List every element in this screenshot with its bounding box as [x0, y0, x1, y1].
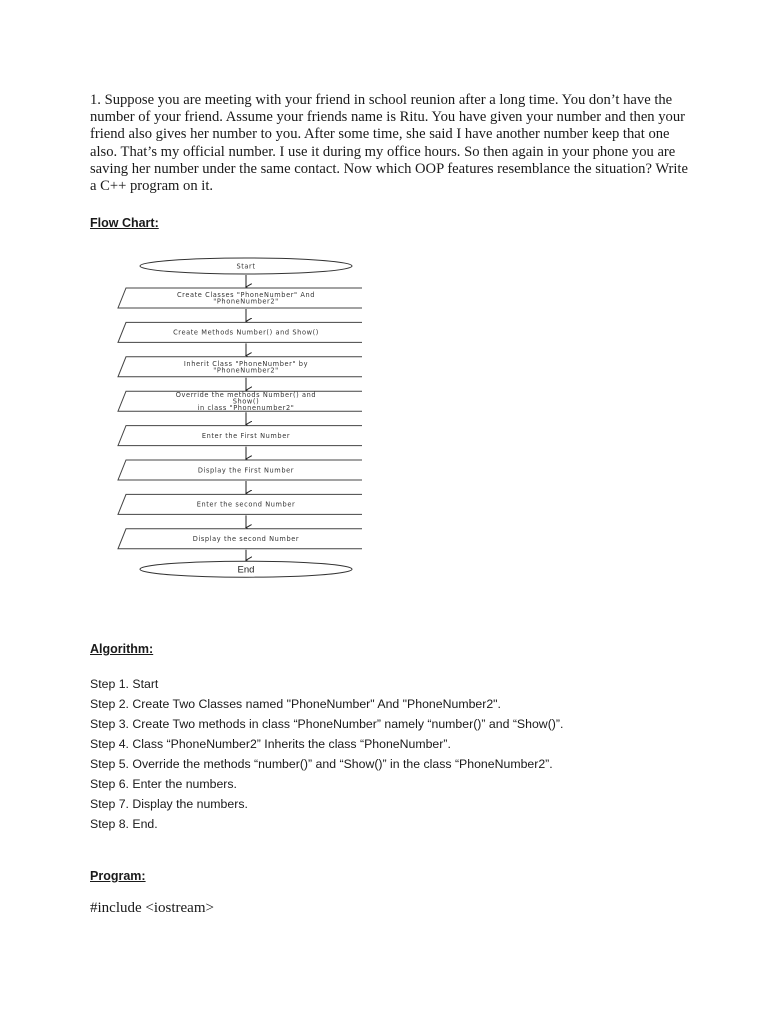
- algorithm-step-1: Step 1. Start: [90, 677, 159, 691]
- flowchart-step-3-label-line-2: "PhoneNumber2": [213, 366, 279, 375]
- algorithm-heading: Algorithm:: [90, 642, 154, 656]
- algorithm-step-2: Step 2. Create Two Classes named "PhoneNumber" And "PhoneNumber2".: [90, 697, 501, 711]
- flowchart-step-8-label: Display the second Number: [192, 535, 300, 544]
- question-text: 1. Suppose you are meeting with your friend in school reunion after a long time. You don’t have the number of your friend. Assume your friends name is Ritu. You have given your number and then your friend also gives her number to you. After some time, she said I have another number keep that one also. That’s my official number. I use it during my office hours. So then again in your phone you are saving her number under the same contact. Now which OOP features resemblance the situation? Write a C++ program on it.: [90, 92, 688, 195]
- algorithm-step-4: Step 4. Class “PhoneNumber2” Inherits the class “PhoneNumber”.: [90, 737, 451, 751]
- algorithm-step-6: Step 6. Enter the numbers.: [90, 777, 237, 791]
- algorithm-step-8: Step 8. End.: [90, 817, 158, 831]
- algorithm-step-7: Step 7. Display the numbers.: [90, 797, 248, 811]
- flowchart-step-3-label-line-1: Inherit Class "PhoneNumber" by: [183, 359, 309, 368]
- flowchart-end-label: End: [237, 564, 255, 576]
- flowchart-step-2-label: Create Methods Number() and Show(): [173, 328, 319, 337]
- algorithm-step-5: Step 5. Override the methods “number()” and “Show()” in the class “PhoneNumber2”.: [90, 757, 553, 771]
- program-heading: Program:: [90, 869, 146, 883]
- flowchart-step-4-label-line-3: in class "Phonenumber2": [197, 404, 295, 413]
- flowchart-step-4-label-line-1: Override the methods Number() and: [175, 390, 317, 399]
- flowchart-step-1-label-line-2: "PhoneNumber2": [213, 297, 279, 306]
- flowchart-step-7-label: Enter the second Number: [196, 500, 296, 509]
- flowchart-step-1-label-line-1: Create Classes "PhoneNumber" And: [176, 291, 316, 299]
- flowchart-diagram: [112, 252, 362, 584]
- flowchart-start-label: Start: [236, 262, 256, 271]
- flowchart-step-5-label: Enter the First Number: [201, 431, 291, 440]
- flowchart-step-6-label: Display the First Number: [197, 466, 295, 475]
- algorithm-steps-list: [90, 674, 563, 834]
- flowchart-step-4-label-line-2: Show(): [232, 397, 260, 406]
- program-code-line: #include <iostream>: [90, 900, 214, 916]
- flowchart-heading: Flow Chart:: [90, 216, 159, 230]
- algorithm-step-3: Step 3. Create Two methods in class “PhoneNumber” namely “number()” and “Show()”.: [90, 717, 564, 731]
